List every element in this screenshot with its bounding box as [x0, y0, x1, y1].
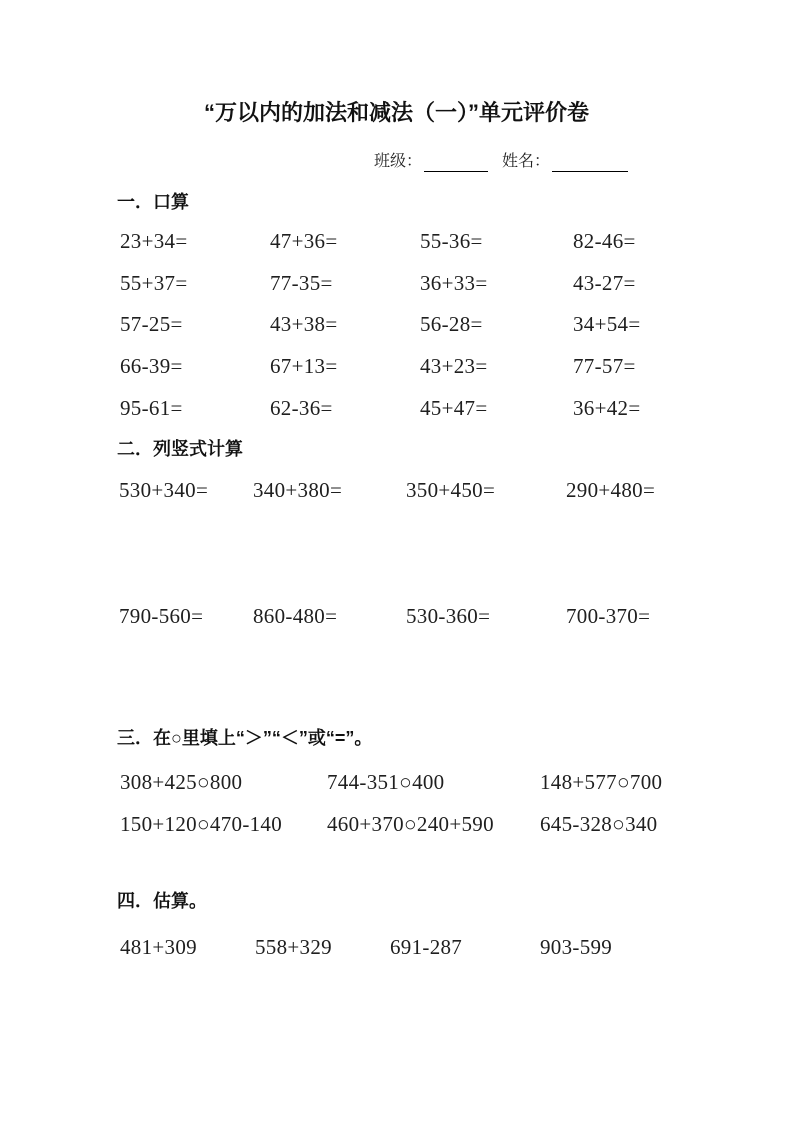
- problem-cell: 23+34=: [120, 229, 188, 253]
- compare-row-2: [0, 813, 793, 839]
- problem-cell: 36+42=: [573, 396, 641, 420]
- student-info-line: [374, 151, 628, 173]
- oral-row-3: [0, 313, 793, 339]
- section-4-heading: 四．估算。: [117, 891, 207, 911]
- problem-cell: 34+54=: [573, 312, 641, 336]
- problem-cell: 67+13=: [270, 354, 338, 378]
- class-blank-line: [424, 151, 488, 172]
- column-calc-row-1: [0, 479, 793, 505]
- compare-row-1: [0, 771, 793, 797]
- problem-cell: 308+425○800: [120, 770, 243, 794]
- problem-cell: 481+309: [120, 935, 197, 959]
- document-title: “万以内的加法和减法（一）”单元评价卷: [203, 100, 589, 125]
- problem-cell: 77-57=: [573, 354, 636, 378]
- section-2-heading: 二．列竖式计算: [117, 439, 243, 459]
- problem-cell: 36+33=: [420, 271, 488, 295]
- estimation-row-1: [0, 936, 793, 962]
- problem-cell: 700-370=: [566, 604, 651, 628]
- oral-row-5: [0, 397, 793, 423]
- problem-cell: 460+370○240+590: [327, 812, 494, 836]
- problem-cell: 62-36=: [270, 396, 333, 420]
- problem-cell: 55+37=: [120, 271, 188, 295]
- problem-cell: 530-360=: [406, 604, 491, 628]
- problem-cell: 95-61=: [120, 396, 183, 420]
- problem-cell: 43-27=: [573, 271, 636, 295]
- problem-cell: 148+577○700: [540, 770, 663, 794]
- problem-cell: 691-287: [390, 935, 463, 959]
- section-1-heading: 一．口算: [117, 192, 189, 212]
- problem-cell: 43+23=: [420, 354, 488, 378]
- problem-cell: 290+480=: [566, 478, 656, 502]
- problem-cell: 43+38=: [270, 312, 338, 336]
- problem-cell: 66-39=: [120, 354, 183, 378]
- problem-cell: 55-36=: [420, 229, 483, 253]
- problem-cell: 56-28=: [420, 312, 483, 336]
- section-3-heading: 三．在○里填上“＞”“＜”或“=”。: [117, 728, 373, 748]
- problem-cell: 860-480=: [253, 604, 338, 628]
- problem-cell: 530+340=: [119, 478, 209, 502]
- problem-cell: 645-328○340: [540, 812, 658, 836]
- problem-cell: 57-25=: [120, 312, 183, 336]
- oral-row-4: [0, 355, 793, 381]
- problem-cell: 558+329: [255, 935, 332, 959]
- oral-row-2: [0, 272, 793, 298]
- problem-cell: 47+36=: [270, 229, 338, 253]
- name-blank-line: [552, 151, 628, 172]
- problem-cell: 744-351○400: [327, 770, 445, 794]
- problem-cell: 903-599: [540, 935, 613, 959]
- problem-cell: 350+450=: [406, 478, 496, 502]
- problem-cell: 82-46=: [573, 229, 636, 253]
- class-label: 班级：: [374, 153, 423, 170]
- problem-cell: 77-35=: [270, 271, 333, 295]
- problem-cell: 340+380=: [253, 478, 343, 502]
- problem-cell: 45+47=: [420, 396, 488, 420]
- oral-row-1: [0, 230, 793, 256]
- name-label: 姓名：: [502, 153, 551, 170]
- column-calc-row-2: [0, 605, 793, 631]
- problem-cell: 150+120○470-140: [120, 812, 283, 836]
- problem-cell: 790-560=: [119, 604, 204, 628]
